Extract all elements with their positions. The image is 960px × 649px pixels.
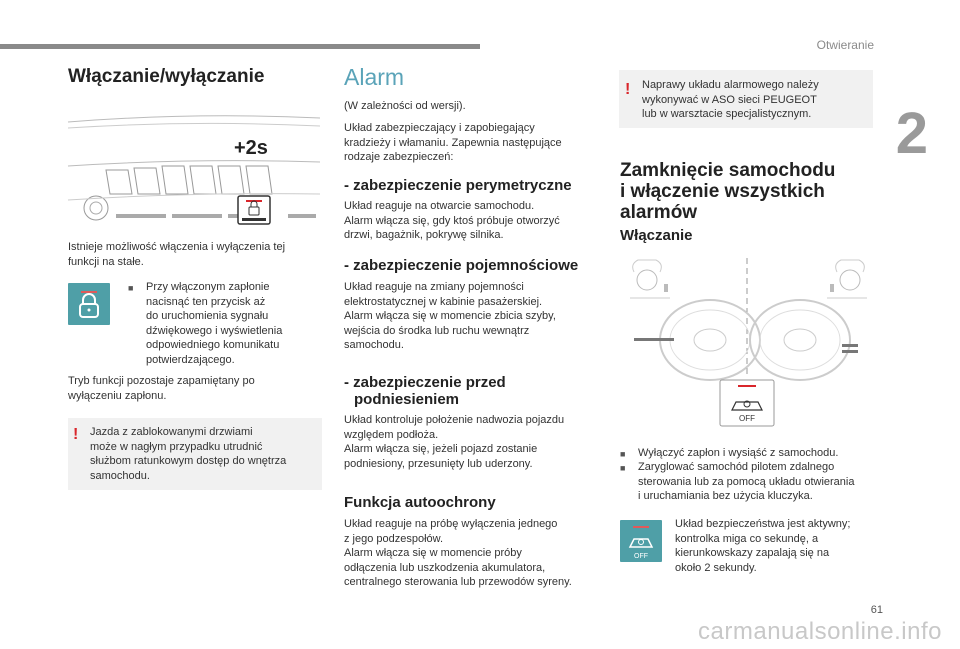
lift-text: Układ kontroluje położenie nadwozia pojazdu względem podłoża. Alarm włącza się, jeżeli pojazd zostanie podniesiony, przesunięty lub uderzony. [344,414,565,470]
perimeter-text: Układ reaguje na otwarcie samochodu. Alarm włącza się, gdy ktoś próbuje otworzyć drzwi, bagażnik, pokrywę silnika. [344,200,560,241]
activation-subtitle: Włączanie [620,227,693,244]
right-bullet-2: Zaryglować samochód pilotem zdalnego sterowania lub za pomocą układu otwierania i uruchamiania bez użycia kluczyka. [638,461,855,502]
dashboard-figure [66,108,322,232]
left-intro: Istnieje możliwość włączenia i wyłączenia tej funkcji na stałe. [68,241,286,268]
left-memo: Tryb funkcji pozostaje zapamiętany po wyłączeniu zapłonu. [68,375,255,402]
bullet-square-icon: ■ [128,283,134,293]
bullet-square-icon: ■ [620,463,626,473]
lock-all-title: Zamknięcie samochodu i włączenie wszystkich alarmów [620,160,836,223]
alarm-off-icon [620,520,662,562]
figure-label: +2s [234,137,268,159]
chapter-number: 2 [895,101,928,166]
alarm-intro: Układ zabezpieczający i zapobiegający kradzieży i włamaniu. Zapewnia następujące rodzaje zabezpieczeń: [344,122,562,163]
svg-text:OFF: OFF [634,553,648,560]
antitamper-text: Układ reaguje na próbę wyłączenia jednego z jego podzespołów. Alarm włącza się w momencie próby odłączenia lub uszkodzenia akumulatora, centralnego sterowania lub przewodów syreny. [344,518,572,588]
left-title: Włączanie/wyłączanie [68,66,265,87]
perimeter-title: - zabezpieczenie perymetryczne [344,177,572,194]
right-warning-text: Naprawy układu alarmowego należy wykonywać w ASO sieci PEUGEOT lub w warsztacie specjalistycznym. [642,79,819,120]
left-bullet: Przy włączonym zapłonie nacisnąć ten przycisk aż do uruchomienia sygnału dźwiękowego i wyświetlenia odpowiedniego komunikatu potwierdzającego. [146,281,283,366]
lock-button-icon [68,283,110,325]
page-number: 61 [870,604,883,616]
alarm-title: Alarm [344,64,405,90]
right-bullet-1: Wyłączyć zapłon i wysiąść z samochodu. [638,447,839,459]
system-status: Układ bezpieczeństwa jest aktywny; kontrolka miga co sekundę, a kierunkowskazy zapalają się na około 2 sekundy. [675,518,851,574]
volume-text: Układ reaguje na zmiany pojemności elektrostatycznej w kabinie pasażerskiej. Alarm włącza się w momencie zbicia szyby, wejścia do środka lub ruchu wewnątrz samochodu. [344,281,556,351]
steering-wheels-figure [620,258,874,430]
bullet-square-icon: ■ [620,449,626,459]
section-name: Otwieranie [816,38,874,52]
lift-title: - zabezpieczenie przed podniesieniem [344,374,506,408]
antitamper-title: Funkcja autoochrony [344,494,496,511]
header-rule [0,44,480,49]
watermark: carmanualsonline.info [698,618,942,645]
alarm-version: (W zależności od wersji). [344,100,466,112]
warning-icon: ! [625,81,631,98]
left-warning-text: Jazda z zablokowanymi drzwiami może w nagłym przypadku utrudnić służbom ratunkowym dostęp do wnętrza samochodu. [90,426,287,482]
volume-title: - zabezpieczenie pojemnościowe [344,257,579,274]
warning-icon: ! [73,426,79,443]
off-label: OFF [739,414,755,423]
